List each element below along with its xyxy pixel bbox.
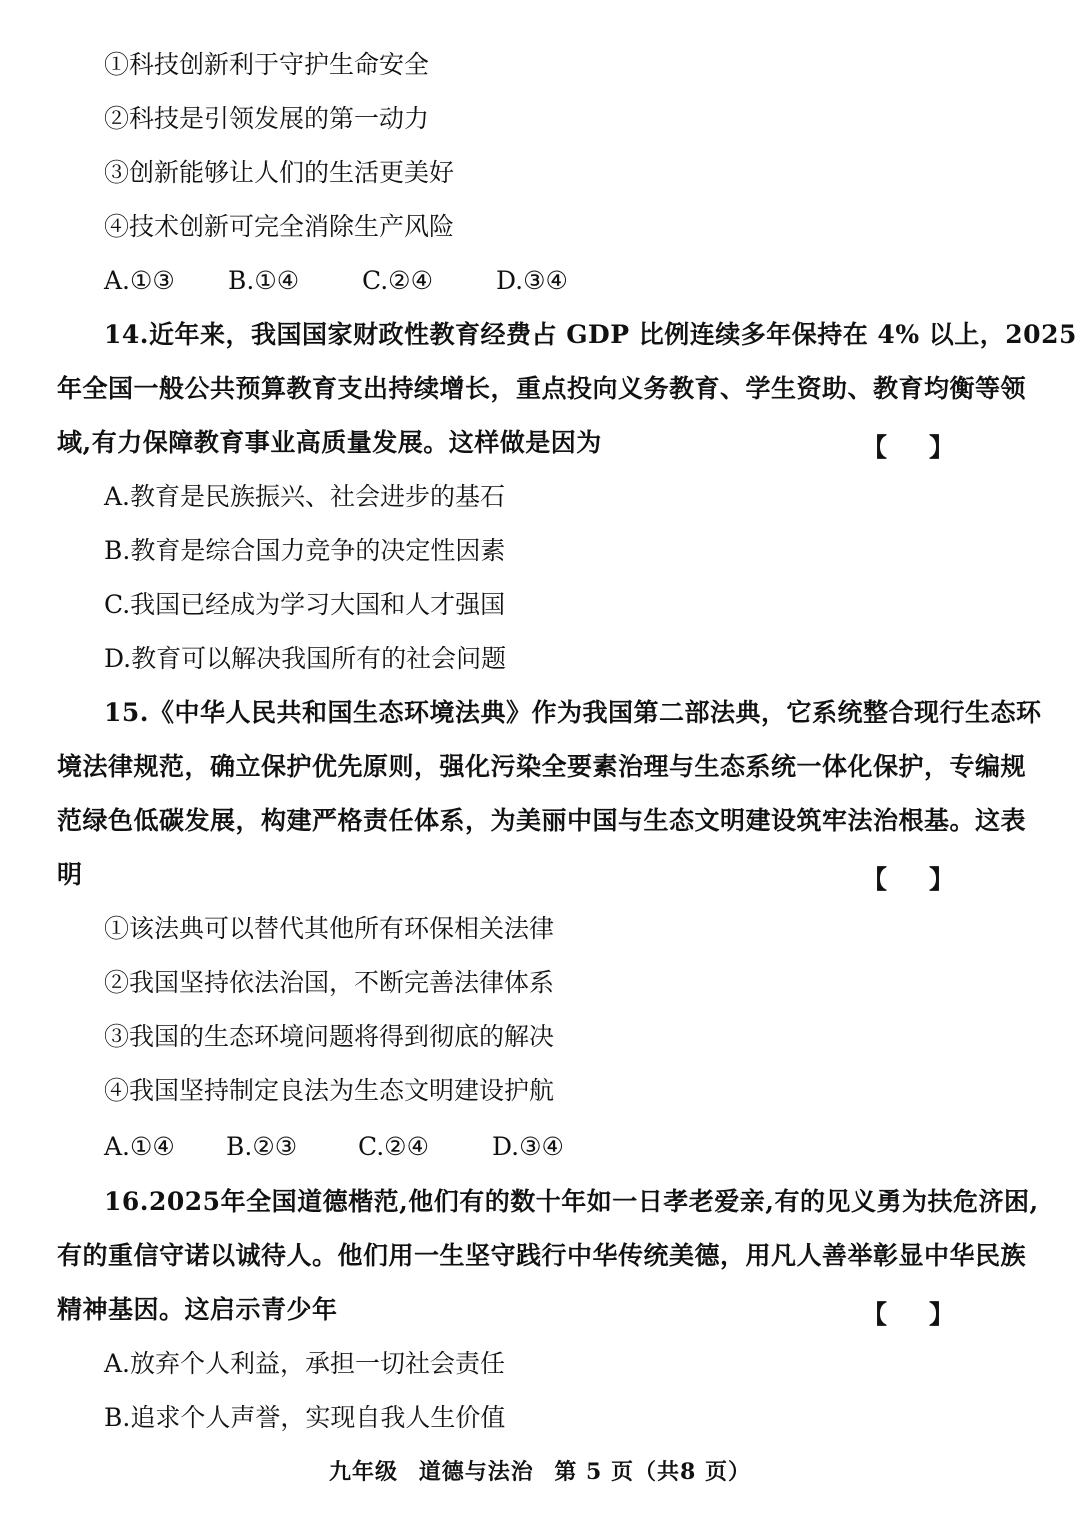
q14-option-d: D.教育可以解决我国所有的社会问题 [104, 644, 507, 673]
page-footer [0, 1455, 1080, 1486]
q14-stem-line-3: 域,有力保障教育事业高质量发展。这样做是因为 [57, 428, 602, 457]
q16-option-a: A.放弃个人利益，承担一切社会责任 [104, 1349, 506, 1378]
q15-stem-line-1: 15.《中华人民共和国生态环境法典》作为我国第二部法典，它系统整合现行生态环 [104, 698, 1042, 727]
q15-stem-line-3: 范绿色低碳发展，构建严格责任体系，为美丽中国与生态文明建设筑牢法治根基。这表 [57, 806, 1027, 835]
q16-stem-line-3: 精神基因。这启示青少年 [57, 1295, 338, 1324]
q14-stem-line-2: 年全国一般公共预算教育支出持续增长，重点投向义务教育、学生资助、教育均衡等领 [57, 374, 1027, 403]
q14-option-c: C.我国已经成为学习大国和人才强国 [104, 590, 506, 619]
q14-option-b: B.教育是综合国力竞争的决定性因素 [104, 536, 506, 565]
q15-option-4: ④我国坚持制定良法为生态文明建设护航 [104, 1076, 555, 1105]
footer-page-number: 第 5 页（共8 页） [554, 1459, 751, 1485]
q15-choice-c: C.②④ [358, 1132, 430, 1161]
q13-choice-b: B.①④ [228, 266, 300, 295]
q14-option-a: A.教育是民族振兴、社会进步的基石 [104, 482, 506, 511]
q15-option-3: ③我国的生态环境问题将得到彻底的解决 [104, 1022, 555, 1051]
q16-stem-line-2: 有的重信守诺以诚待人。他们用一生坚守践行中华传统美德，用凡人善举彰显中华民族 [57, 1241, 1027, 1270]
q13-option-1: ①科技创新利于守护生命安全 [104, 50, 430, 79]
q15-stem-line-2: 境法律规范，确立保护优先原则，强化污染全要素治理与生态系统一体化保护，专编规 [57, 752, 1027, 781]
q14-answer-bracket: 【】 [861, 433, 996, 462]
q13-option-4: ④技术创新可完全消除生产风险 [104, 212, 455, 241]
q15-choice-d: D.③④ [492, 1132, 564, 1161]
q13-option-2: ②科技是引领发展的第一动力 [104, 104, 430, 133]
footer-subject: 道德与法治 [418, 1459, 534, 1485]
q15-answer-bracket: 【】 [861, 865, 996, 894]
footer-grade: 九年级 [329, 1459, 399, 1485]
q15-choice-a: A.①④ [104, 1132, 175, 1161]
q13-choice-d: D.③④ [496, 266, 568, 295]
q16-answer-bracket: 【】 [861, 1300, 996, 1329]
q15-option-1: ①该法典可以替代其他所有环保相关法律 [104, 914, 555, 943]
q16-option-b: B.追求个人声誉，实现自我人生价值 [104, 1403, 506, 1432]
q13-choice-a: A.①③ [104, 266, 175, 295]
q15-choice-b: B.②③ [226, 1132, 298, 1161]
q15-option-2: ②我国坚持依法治国，不断完善法律体系 [104, 968, 555, 997]
q13-option-3: ③创新能够让人们的生活更美好 [104, 158, 455, 187]
q14-stem-line-1: 14.近年来，我国国家财政性教育经费占 GDP 比例连续多年保持在 4% 以上，2025 [104, 320, 1077, 349]
q15-stem-line-4: 明 [57, 860, 83, 889]
q16-stem-line-1: 16.2025年全国道德楷范,他们有的数十年如一日孝老爱亲,有的见义勇为扶危济困, [104, 1187, 1039, 1216]
q13-choice-c: C.②④ [362, 266, 434, 295]
